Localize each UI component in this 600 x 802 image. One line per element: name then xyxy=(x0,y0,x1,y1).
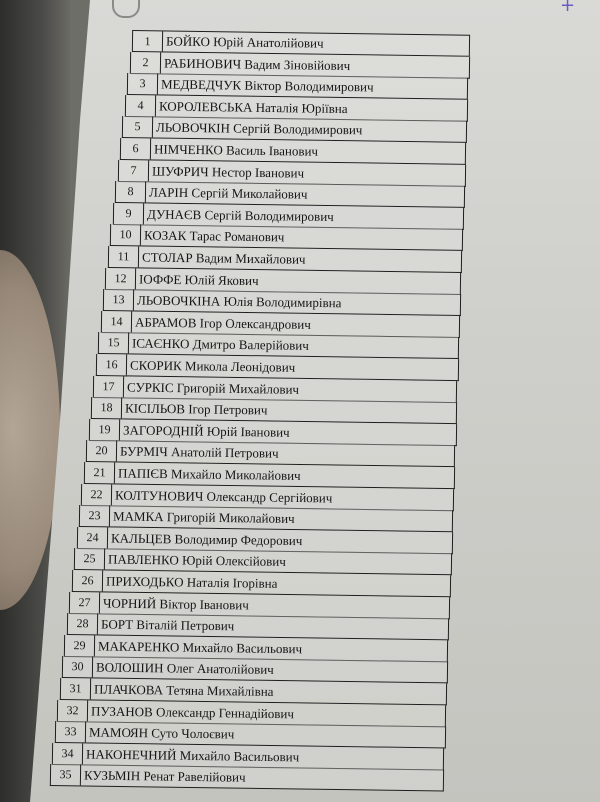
row-name: МАМОЯН Суто Чолоєвич xyxy=(88,724,235,742)
row-number: 28 xyxy=(68,613,98,635)
row-name: ІСАЄНКО Дмитро Валерійович xyxy=(132,335,310,353)
row-number: 12 xyxy=(106,268,136,290)
row-name: КОРОЛЕВСЬКА Наталія Юріївна xyxy=(158,97,348,116)
row-number: 23 xyxy=(80,505,110,527)
row-number: 2 xyxy=(130,52,160,74)
row-number: 19 xyxy=(89,419,119,441)
row-number: 4 xyxy=(126,95,156,117)
row-number: 13 xyxy=(104,289,134,311)
row-name: КАЛЬЦЕВ Володимир Федорович xyxy=(110,529,302,548)
row-number: 16 xyxy=(97,354,127,376)
row-name: НІМЧЕНКО Василь Іванович xyxy=(153,141,319,159)
row-number: 15 xyxy=(99,332,129,354)
row-name: ПАПІЄВ Михайло Миколайович xyxy=(117,465,301,483)
row-name: ЗАГОРОДНІЙ Юрій Іванович xyxy=(122,421,290,440)
row-number: 1 xyxy=(133,31,163,52)
row-number: 17 xyxy=(94,376,124,398)
row-name: ДУНАЄВ Сергій Володимирович xyxy=(146,205,334,224)
row-number: 3 xyxy=(128,73,158,95)
row-number: 6 xyxy=(121,138,151,160)
row-name: ПЛАЧКОВА Тетяна Михайлівна xyxy=(93,681,274,699)
row-name: ВОЛОШИН Олег Анатолійович xyxy=(95,659,274,677)
row-number: 9 xyxy=(114,203,144,225)
row-name: АБРАМОВ Ігор Олександрович xyxy=(134,313,311,332)
row-name: ЧОРНИЙ Віктор Іванович xyxy=(103,594,250,612)
row-number: 18 xyxy=(92,397,122,419)
row-name: ПАВЛЕНКО Юрій Олексійович xyxy=(108,551,287,569)
row-number: 25 xyxy=(75,548,105,570)
row-number: 33 xyxy=(56,721,86,743)
row-name: СКОРИК Микола Леонідович xyxy=(129,357,296,375)
row-name: РАБИНОВИЧ Вадим Зіновійович xyxy=(163,54,350,73)
row-number: 27 xyxy=(70,592,100,614)
pen-mark: + xyxy=(560,0,576,16)
row-number: 29 xyxy=(65,635,95,657)
row-name: ЛАРІН Сергій Миколайович xyxy=(149,184,308,202)
table-row xyxy=(50,764,444,792)
row-name: КОЛТУНОВИЧ Олександр Сергійович xyxy=(115,486,333,505)
row-name: СУРКІС Григорій Михайлович xyxy=(127,378,300,397)
row-number: 21 xyxy=(85,462,115,484)
row-name: ПРИХОДЬКО Наталія Ігорівна xyxy=(105,573,278,591)
row-number: 10 xyxy=(111,224,141,246)
row-name: ПУЗАНОВ Олександр Геннадійович xyxy=(91,702,295,721)
row-name: ШУФРИЧ Нестор Іванович xyxy=(151,162,304,180)
row-number: 22 xyxy=(82,484,112,506)
row-number: 26 xyxy=(73,570,103,592)
row-name: МАКАРЕНКО Михайло Васильович xyxy=(98,637,303,656)
row-number: 24 xyxy=(77,527,107,549)
row-name: БОЙКО Юрій Анатолійович xyxy=(165,33,324,51)
row-name: ЛЬОВОЧКІН Сергій Володимирович xyxy=(156,119,363,138)
row-number: 11 xyxy=(109,246,139,268)
row-number: 32 xyxy=(58,700,88,722)
row-name: БОРТ Віталій Петрович xyxy=(100,616,235,634)
row-name: КІСІЛЬОВ Ігор Петрович xyxy=(124,400,268,418)
row-number: 14 xyxy=(102,311,132,333)
row-number: 35 xyxy=(51,764,81,786)
row-number: 8 xyxy=(116,181,146,203)
row-number: 20 xyxy=(87,440,117,462)
row-number: 30 xyxy=(63,656,93,678)
row-number: 7 xyxy=(118,160,148,182)
row-name: ІОФФЕ Юлій Якович xyxy=(139,270,260,288)
row-name: ЛЬОВОЧКІНА Юлія Володимирівна xyxy=(136,292,342,311)
row-name: КУЗЬМІН Ренат Равелійович xyxy=(83,767,246,785)
row-number: 34 xyxy=(53,743,83,765)
row-name: СТОЛАР Вадим Михайлович xyxy=(141,249,306,267)
row-name: МАМКА Григорій Миколайович xyxy=(112,508,295,526)
row-name: НАКОНЕЧНИЙ Михайло Васильович xyxy=(86,745,300,764)
row-number: 5 xyxy=(123,116,153,138)
row-name: КОЗАК Тарас Романович xyxy=(144,227,285,245)
row-name: МЕДВЕДЧУК Віктор Володимирович xyxy=(161,76,374,95)
row-name: БУРМІЧ Анатолій Петрович xyxy=(120,443,279,461)
row-number: 31 xyxy=(61,678,91,700)
